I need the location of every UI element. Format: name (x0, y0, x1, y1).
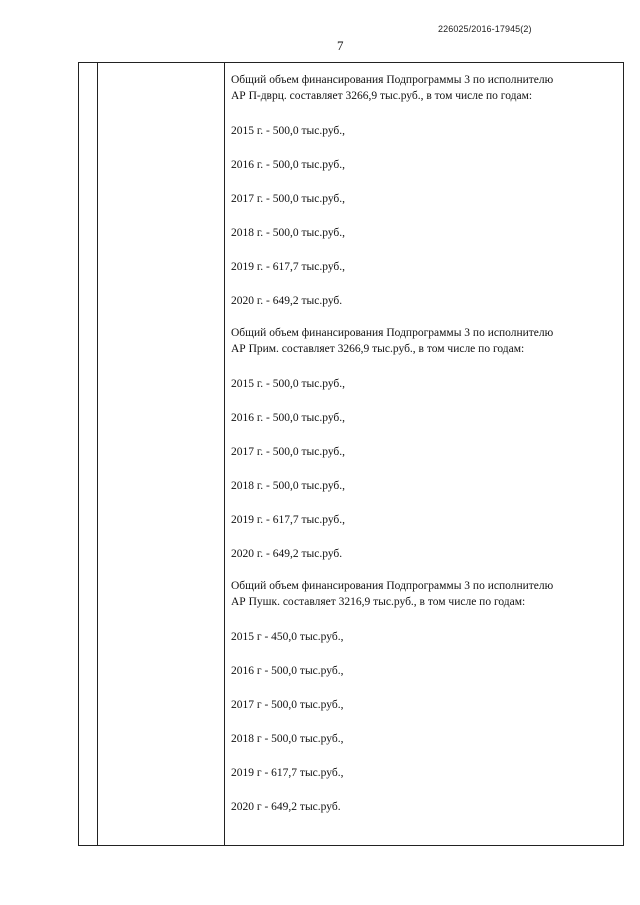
funding-section-p-dvrc (231, 72, 616, 309)
intro-line: АР П-дврц. составляет 3266,9 тыс.руб., в том числе по годам: (231, 90, 533, 102)
intro-line: АР Пушк. составляет 3216,9 тыс.руб., в том числе по годам: (231, 596, 526, 608)
section-intro (231, 72, 616, 104)
year-line: 2015 г. - 500,0 тыс.руб., (231, 378, 346, 390)
page-number: 7 (337, 38, 344, 53)
document-id: 226025/2016-17945(2) (438, 24, 532, 34)
column-divider-1 (97, 63, 98, 845)
table-frame (78, 62, 624, 846)
funding-section-pushk (231, 578, 616, 815)
year-line: 2020 г. - 649,2 тыс.руб. (231, 295, 343, 307)
year-line: 2020 г. - 649,2 тыс.руб. (231, 548, 343, 560)
year-line: 2016 г. - 500,0 тыс.руб., (231, 159, 346, 171)
intro-line: Общий объем финансирования Подпрограммы 3 по исполнителю (231, 580, 554, 592)
year-line: 2019 г. - 617,7 тыс.руб., (231, 514, 346, 526)
year-line: 2018 г. - 500,0 тыс.руб., (231, 227, 346, 239)
year-line: 2018 г. - 500,0 тыс.руб., (231, 480, 346, 492)
year-line: 2016 г - 500,0 тыс.руб., (231, 665, 344, 677)
year-line: 2017 г. - 500,0 тыс.руб., (231, 446, 346, 458)
year-line: 2016 г. - 500,0 тыс.руб., (231, 412, 346, 424)
year-line: 2015 г. - 500,0 тыс.руб., (231, 125, 346, 137)
funding-section-prim (231, 325, 616, 562)
year-line: 2020 г - 649,2 тыс.руб. (231, 801, 341, 813)
column-divider-2 (224, 63, 225, 845)
intro-line: АР Прим. составляет 3266,9 тыс.руб., в том числе по годам: (231, 343, 525, 355)
year-line: 2019 г - 617,7 тыс.руб., (231, 767, 344, 779)
intro-line: Общий объем финансирования Подпрограммы 3 по исполнителю (231, 327, 554, 339)
year-line: 2017 г - 500,0 тыс.руб., (231, 699, 344, 711)
intro-line: Общий объем финансирования Подпрограммы 3 по исполнителю (231, 74, 554, 86)
year-line: 2019 г. - 617,7 тыс.руб., (231, 261, 346, 273)
section-intro (231, 325, 616, 357)
section-intro (231, 578, 616, 610)
year-line: 2018 г - 500,0 тыс.руб., (231, 733, 344, 745)
year-line: 2015 г - 450,0 тыс.руб., (231, 631, 344, 643)
year-line: 2017 г. - 500,0 тыс.руб., (231, 193, 346, 205)
table-content-cell (231, 72, 616, 815)
